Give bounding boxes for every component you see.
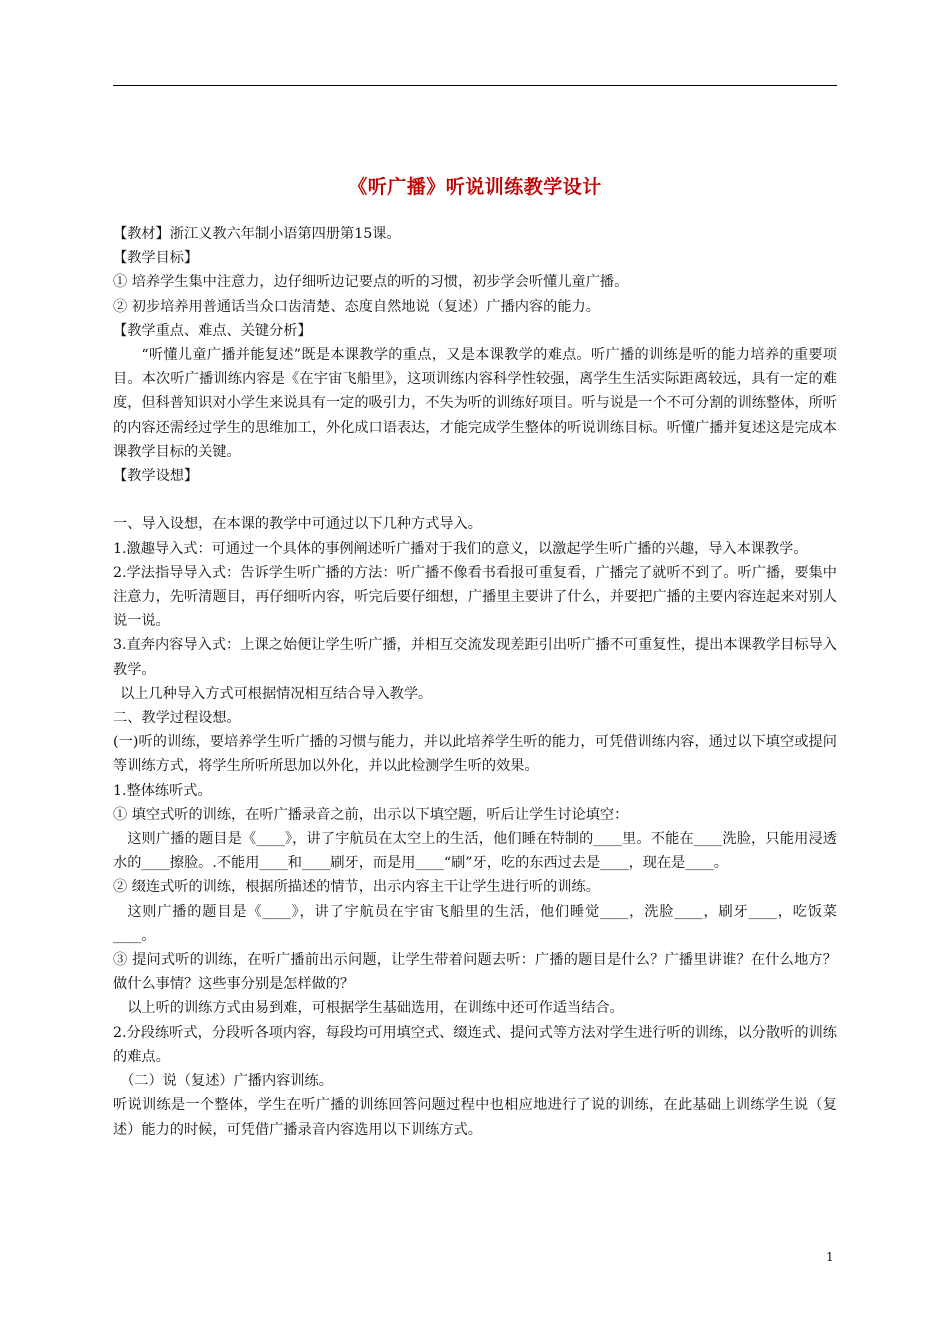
intro-summary: 以上几种导入方式可根据情况相互结合导入教学。 xyxy=(120,685,433,702)
speaking-training-heading: （二）说（复述）广播内容训练。 xyxy=(120,1073,333,1090)
section-intro-heading: 一、导入设想，在本课的教学中可通过以下几种方式导入。 xyxy=(113,516,482,533)
blank-line xyxy=(113,488,837,512)
training-summary: 以上听的训练方式由易到难，可根据学生基础选用，在训练中还可作适当结合。 xyxy=(127,1000,624,1017)
question-training: ③ 提问式听的训练，在听广播前出示问题，让学生带着问题去听：广播的题目是什么？广播里讲谁？在什么地方？做什么事情？这些事分别是怎样做的？ xyxy=(113,952,837,993)
heading-key-points: 【教学重点、难点、关键分析】 xyxy=(113,322,312,339)
fill-in-training: ① 填空式听的训练，在听广播录音之前，出示以下填空题，听后让学生讨论填空： xyxy=(113,806,629,823)
page-number: 1 xyxy=(826,1250,834,1264)
header-rule xyxy=(113,85,837,86)
heading-teaching-plan: 【教学设想】 xyxy=(113,468,199,485)
paragraph-key-analysis: “听懂儿童广播并能复述”既是本课教学的重点，又是本课教学的难点。听广播的训练是听的能力培养的重要项目。本次听广播训练内容是《在宇宙飞船里》，这项训练内容科学性较强，离学生生活实际距离较远，具有一定的难度，但科普知识对小学生来说具有一定的吸引力，不失为听的训练好项目。听与说是一个不可分割的训练整体，所听的内容还需经过学生的思维加工，外化成口语表达，才能完成学生整体的听说训练目标。听懂广播并复述这是完成本课教学目标的关键。 xyxy=(113,347,837,460)
speaking-training-intro: 听说训练是一个整体，学生在听广播的训练回答问题过程中也相应地进行了说的训练，在此基础上训练学生说（复述）能力的时候，可凭借广播录音内容选用以下训练方式。 xyxy=(113,1097,837,1138)
objective-2: ② 初步培养用普通话当众口齿清楚、态度自然地说（复述）广播内容的能力。 xyxy=(113,298,600,315)
paragraph-material: 【教材】浙江义教六年制小语第四册第15课。 xyxy=(113,226,401,242)
section-process-heading: 二、教学过程设想。 xyxy=(113,710,241,727)
segment-listening: 2.分段练听式，分段听各项内容，每段均可用填空式、缀连式、提问式等方法对学生进行听的训练，以分散听的训练的难点。 xyxy=(113,1024,837,1065)
fill-in-exercise: 这则广播的题目是《____》，讲了宇航员在太空上的生活，他们睡在特制的____里。不能在____洗脸，只能用浸透水的____擦脸。.不能用____和____刷牙，而是用____“刷”牙，吃的东西过去是____，现在是____。 xyxy=(113,831,837,872)
linking-training: ② 缀连式听的训练，根据所描述的情节，出示内容主干让学生进行听的训练。 xyxy=(113,879,600,896)
document-body xyxy=(113,222,837,1142)
whole-listening-heading: 1.整体练听式。 xyxy=(113,782,212,799)
heading-objectives: 【教学目标】 xyxy=(113,250,199,267)
linking-exercise: 这则广播的题目是《____》，讲了宇航员在宇宙飞船里的生活，他们睡觉____，洗脸____，刷牙____，吃饭菜____。 xyxy=(113,903,837,944)
listening-training-intro: (一)听的训练，要培养学生听广播的习惯与能力，并以此培养学生听的能力，可凭借训练内容，通过以下填空或提问等训练方式，将学生所听所思加以外化，并以此检测学生听的效果。 xyxy=(113,734,837,775)
document-title: 《听广播》听说训练教学设计 xyxy=(348,176,602,198)
intro-method-3: 3.直奔内容导入式：上课之始便让学生听广播，并相互交流发现差距引出听广播不可重复性，提出本课教学目标导入教学。 xyxy=(113,637,837,678)
intro-method-2: 2.学法指导导入式：告诉学生听广播的方法：听广播不像看书看报可重复看，广播完了就听不到了。听广播，要集中注意力，先听清题目，再仔细听内容，听完后要仔细想，广播里主要讲了什么，并要把广播的主要内容连起来对别人说一说。 xyxy=(113,564,837,630)
objective-1: ① 培养学生集中注意力，边仔细听边记要点的听的习惯，初步学会听懂儿童广播。 xyxy=(113,274,629,291)
intro-method-1: 1.激趣导入式：可通过一个具体的事例阐述听广播对于我们的意义，以激起学生听广播的兴趣，导入本课教学。 xyxy=(113,540,808,557)
